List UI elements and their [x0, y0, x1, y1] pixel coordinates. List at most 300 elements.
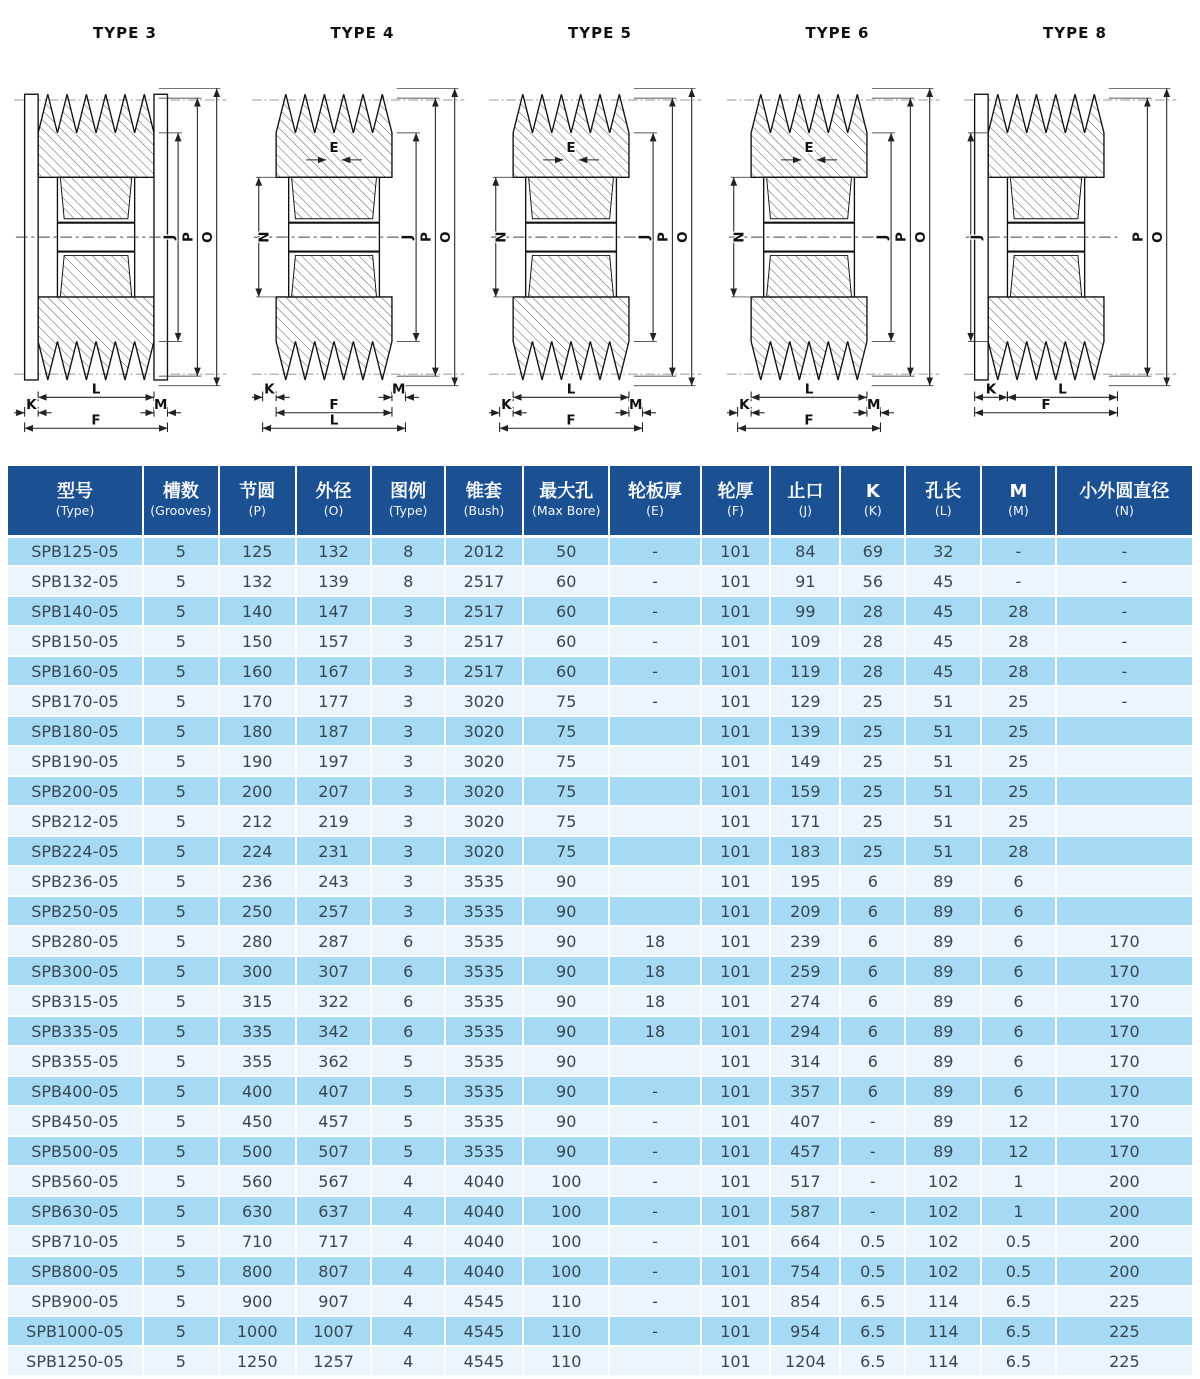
cell: 101: [701, 1346, 771, 1376]
cell: 1204: [770, 1346, 840, 1376]
table-row: [8, 986, 1192, 1016]
cell: 342: [296, 1016, 372, 1046]
cell: 3020: [445, 716, 523, 746]
cell: 101: [701, 686, 771, 716]
cell: 225: [1056, 1346, 1192, 1376]
cell: 89: [905, 1136, 981, 1166]
cell: 5: [143, 656, 219, 686]
cell: 6.5: [840, 1286, 905, 1316]
cell: 101: [701, 1316, 771, 1346]
table-row: [8, 1136, 1192, 1166]
cell: 5: [143, 1016, 219, 1046]
column-header: 槽数 (Grooves): [143, 466, 219, 536]
cell: SPB560-05: [8, 1166, 143, 1196]
cell: 101: [701, 1226, 771, 1256]
cell: 129: [770, 686, 840, 716]
cell: SPB280-05: [8, 926, 143, 956]
cell: -: [981, 566, 1056, 596]
cell: 200: [1056, 1166, 1192, 1196]
cell: 170: [1056, 1016, 1192, 1046]
cell: 25: [840, 806, 905, 836]
cell: -: [609, 536, 700, 566]
cell: 89: [905, 1046, 981, 1076]
cell: 51: [905, 806, 981, 836]
cell: 754: [770, 1256, 840, 1286]
cell: 854: [770, 1286, 840, 1316]
drawing-title: TYPE 4: [330, 24, 395, 42]
cell: 150: [219, 626, 296, 656]
svg-text:O: O: [1149, 231, 1166, 243]
cell: 710: [219, 1226, 296, 1256]
cell: 4: [371, 1166, 444, 1196]
cell: 6: [840, 1016, 905, 1046]
cell: 32: [905, 536, 981, 566]
cell: 75: [523, 836, 609, 866]
cell: 2517: [445, 656, 523, 686]
cell: -: [609, 1256, 700, 1286]
cell: 18: [609, 986, 700, 1016]
cell: 4040: [445, 1256, 523, 1286]
cell: [609, 1346, 700, 1376]
cell: SPB170-05: [8, 686, 143, 716]
pulley-drawing-type8: [958, 44, 1192, 464]
svg-text:F: F: [91, 412, 101, 429]
cell: 4: [371, 1256, 444, 1286]
cell: 664: [770, 1226, 840, 1256]
cell: 5: [143, 956, 219, 986]
cell: 407: [770, 1106, 840, 1136]
cell: 500: [219, 1136, 296, 1166]
cell: 101: [701, 1256, 771, 1286]
cell: 170: [1056, 1046, 1192, 1076]
cell: 140: [219, 596, 296, 626]
cell: 3020: [445, 686, 523, 716]
cell: 25: [840, 716, 905, 746]
svg-text:F: F: [803, 412, 814, 429]
cell: 170: [1056, 1076, 1192, 1106]
cell: 3535: [445, 896, 523, 926]
cell: 200: [219, 776, 296, 806]
cell: [609, 1046, 700, 1076]
cell: 75: [523, 776, 609, 806]
cell: 91: [770, 566, 840, 596]
svg-text:L: L: [329, 412, 338, 429]
cell: 101: [701, 1076, 771, 1106]
cell: 225: [1056, 1286, 1192, 1316]
svg-text:O: O: [912, 231, 929, 243]
cell: SPB250-05: [8, 896, 143, 926]
cell: -: [840, 1136, 905, 1166]
cell: 89: [905, 1106, 981, 1136]
cell: 5: [143, 1346, 219, 1376]
cell: 6: [981, 866, 1056, 896]
pulley-drawing-type5: [483, 44, 717, 464]
cell: 900: [219, 1286, 296, 1316]
cell: 6: [981, 1046, 1056, 1076]
cell: 50: [523, 536, 609, 566]
pulley-figure-type8: [958, 0, 1192, 466]
cell: 102: [905, 1166, 981, 1196]
column-header: K (K): [840, 466, 905, 536]
cell: 25: [840, 746, 905, 776]
table-row: [8, 866, 1192, 896]
cell: 200: [1056, 1196, 1192, 1226]
cell: 69: [840, 536, 905, 566]
cell: -: [609, 686, 700, 716]
cell: -: [609, 566, 700, 596]
cell: 60: [523, 626, 609, 656]
cell: 207: [296, 776, 372, 806]
cell: 6: [981, 1076, 1056, 1106]
cell: 6: [981, 986, 1056, 1016]
cell: 147: [296, 596, 372, 626]
cell: 5: [143, 686, 219, 716]
cell: -: [1056, 686, 1192, 716]
cell: 1: [981, 1166, 1056, 1196]
svg-text:K: K: [26, 396, 37, 413]
table-row: [8, 656, 1192, 686]
spec-table: [8, 466, 1192, 1377]
pulley-figure-type6: [721, 0, 955, 466]
cell: 280: [219, 926, 296, 956]
cell: SPB150-05: [8, 626, 143, 656]
table-row: [8, 1286, 1192, 1316]
cell: 3: [371, 866, 444, 896]
cell: 637: [296, 1196, 372, 1226]
cell: 5: [371, 1106, 444, 1136]
cell: 89: [905, 866, 981, 896]
cell: 5: [143, 536, 219, 566]
cell: 102: [905, 1226, 981, 1256]
cell: 200: [1056, 1226, 1192, 1256]
cell: 3: [371, 656, 444, 686]
svg-text:L: L: [566, 381, 576, 398]
cell: SPB224-05: [8, 836, 143, 866]
cell: 5: [143, 1226, 219, 1256]
cell: -: [609, 1226, 700, 1256]
cell: 4: [371, 1316, 444, 1346]
cell: 5: [143, 1046, 219, 1076]
cell: 6: [840, 926, 905, 956]
svg-text:L: L: [1058, 381, 1067, 398]
cell: 5: [143, 566, 219, 596]
cell: 219: [296, 806, 372, 836]
cell: 25: [981, 686, 1056, 716]
cell: 167: [296, 656, 372, 686]
cell: 6: [981, 956, 1056, 986]
svg-text:E: E: [328, 140, 339, 157]
cell: 101: [701, 746, 771, 776]
cell: 4: [371, 1226, 444, 1256]
cell: 6: [840, 986, 905, 1016]
cell: 717: [296, 1226, 372, 1256]
cell: SPB630-05: [8, 1196, 143, 1226]
column-header: 轮厚 (F): [701, 466, 771, 536]
cell: [609, 806, 700, 836]
header-row: [8, 466, 1192, 536]
cell: 100: [523, 1166, 609, 1196]
cell: 51: [905, 776, 981, 806]
cell: 119: [770, 656, 840, 686]
cell: 0.5: [840, 1256, 905, 1286]
pulley-drawing: [252, 44, 474, 464]
cell: 407: [296, 1076, 372, 1106]
cell: 6: [371, 926, 444, 956]
cell: 75: [523, 806, 609, 836]
column-header: 节圆 (P): [219, 466, 296, 536]
cell: 90: [523, 956, 609, 986]
cell: 5: [143, 626, 219, 656]
cell: 6: [840, 1076, 905, 1106]
svg-text:P: P: [655, 232, 672, 243]
drawing-title: TYPE 5: [568, 24, 632, 42]
cell: 274: [770, 986, 840, 1016]
cell: [609, 836, 700, 866]
cell: 6.5: [981, 1286, 1056, 1316]
cell: 51: [905, 716, 981, 746]
cell: 101: [701, 926, 771, 956]
cell: 89: [905, 1016, 981, 1046]
cell: [1056, 836, 1192, 866]
cell: 18: [609, 956, 700, 986]
table-row: [8, 836, 1192, 866]
svg-text:K: K: [501, 396, 512, 413]
cell: 28: [981, 656, 1056, 686]
svg-text:O: O: [674, 231, 691, 243]
cell: 170: [1056, 956, 1192, 986]
cell: 357: [770, 1076, 840, 1106]
svg-text:J: J: [968, 234, 985, 240]
cell: 5: [143, 1106, 219, 1136]
cell: 287: [296, 926, 372, 956]
cell: 101: [701, 896, 771, 926]
cell: 2517: [445, 566, 523, 596]
cell: 5: [143, 896, 219, 926]
cell: 231: [296, 836, 372, 866]
cell: 132: [219, 566, 296, 596]
cell: 1: [981, 1196, 1056, 1226]
cell: 101: [701, 536, 771, 566]
cell: 197: [296, 746, 372, 776]
cell: 110: [523, 1346, 609, 1376]
cell: 6: [371, 956, 444, 986]
cell: 307: [296, 956, 372, 986]
cell: 800: [219, 1256, 296, 1286]
cell: 3: [371, 746, 444, 776]
cell: 3: [371, 596, 444, 626]
pulley-drawing: [727, 44, 949, 464]
cell: -: [1056, 566, 1192, 596]
cell: 51: [905, 686, 981, 716]
cell: 239: [770, 926, 840, 956]
cell: SPB132-05: [8, 566, 143, 596]
cell: 90: [523, 986, 609, 1016]
cell: 5: [143, 1256, 219, 1286]
cell: [1056, 776, 1192, 806]
pulley-drawing: [489, 44, 711, 464]
cell: 322: [296, 986, 372, 1016]
cell: 89: [905, 926, 981, 956]
svg-text:P: P: [180, 232, 197, 243]
cell: 3535: [445, 1076, 523, 1106]
cell: 630: [219, 1196, 296, 1226]
cell: 195: [770, 866, 840, 896]
cell: 4040: [445, 1226, 523, 1256]
cell: -: [609, 656, 700, 686]
spec-table-body: [8, 536, 1192, 1376]
table-row: [8, 1316, 1192, 1346]
cell: 89: [905, 896, 981, 926]
cell: 6.5: [840, 1346, 905, 1376]
cell: 5: [143, 866, 219, 896]
cell: 114: [905, 1346, 981, 1376]
column-header: M (M): [981, 466, 1056, 536]
cell: 100: [523, 1196, 609, 1226]
svg-text:F: F: [328, 396, 339, 413]
svg-text:M: M: [866, 396, 880, 413]
table-row: [8, 596, 1192, 626]
cell: 4545: [445, 1286, 523, 1316]
cell: 259: [770, 956, 840, 986]
cell: SPB140-05: [8, 596, 143, 626]
cell: 101: [701, 626, 771, 656]
cell: 60: [523, 566, 609, 596]
table-row: [8, 566, 1192, 596]
cell: 75: [523, 716, 609, 746]
cell: 4: [371, 1286, 444, 1316]
cell: SPB212-05: [8, 806, 143, 836]
table-row: [8, 1226, 1192, 1256]
cell: 101: [701, 776, 771, 806]
table-row: [8, 896, 1192, 926]
cell: 294: [770, 1016, 840, 1046]
cell: -: [609, 1076, 700, 1106]
cell: 3020: [445, 836, 523, 866]
cell: 171: [770, 806, 840, 836]
cell: 4545: [445, 1316, 523, 1346]
pulley-figure-type4: [246, 0, 480, 466]
cell: 400: [219, 1076, 296, 1106]
cell: 114: [905, 1316, 981, 1346]
cell: 102: [905, 1256, 981, 1286]
cell: 954: [770, 1316, 840, 1346]
cell: 75: [523, 686, 609, 716]
cell: 517: [770, 1166, 840, 1196]
cell: 457: [770, 1136, 840, 1166]
cell: 101: [701, 956, 771, 986]
cell: 28: [981, 836, 1056, 866]
cell: 507: [296, 1136, 372, 1166]
cell: 5: [143, 836, 219, 866]
cell: 101: [701, 1106, 771, 1136]
cell: 5: [143, 746, 219, 776]
cell: SPB236-05: [8, 866, 143, 896]
table-row: [8, 746, 1192, 776]
cell: 5: [143, 1316, 219, 1346]
cell: 157: [296, 626, 372, 656]
cell: 5: [371, 1136, 444, 1166]
table-row: [8, 1016, 1192, 1046]
svg-text:N: N: [255, 231, 272, 243]
cell: SPB160-05: [8, 656, 143, 686]
table-row: [8, 1196, 1192, 1226]
svg-text:O: O: [437, 231, 454, 243]
cell: SPB1250-05: [8, 1346, 143, 1376]
cell: 1007: [296, 1316, 372, 1346]
cell: 4: [371, 1346, 444, 1376]
cell: 160: [219, 656, 296, 686]
cell: 89: [905, 956, 981, 986]
cell: 5: [371, 1046, 444, 1076]
cell: SPB355-05: [8, 1046, 143, 1076]
cell: 99: [770, 596, 840, 626]
cell: 5: [143, 1196, 219, 1226]
cell: 109: [770, 626, 840, 656]
cell: 3535: [445, 1046, 523, 1076]
cell: 4: [371, 1196, 444, 1226]
cell: 3535: [445, 956, 523, 986]
table-row: [8, 926, 1192, 956]
cell: 5: [143, 776, 219, 806]
cell: 4545: [445, 1346, 523, 1376]
svg-text:P: P: [893, 232, 910, 243]
cell: 101: [701, 1016, 771, 1046]
svg-text:N: N: [730, 231, 747, 243]
column-header: 孔长 (L): [905, 466, 981, 536]
cell: 0.5: [840, 1226, 905, 1256]
cell: 132: [296, 536, 372, 566]
cell: -: [609, 1196, 700, 1226]
table-row: [8, 1166, 1192, 1196]
cell: 101: [701, 716, 771, 746]
cell: 90: [523, 1076, 609, 1106]
cell: 25: [981, 776, 1056, 806]
svg-text:E: E: [803, 140, 814, 157]
cell: 18: [609, 1016, 700, 1046]
cell: -: [1056, 596, 1192, 626]
cell: -: [609, 1136, 700, 1166]
drawing-title: TYPE 6: [805, 24, 870, 42]
cell: SPB335-05: [8, 1016, 143, 1046]
drawing-title: TYPE 8: [1043, 24, 1107, 42]
cell: 170: [1056, 1136, 1192, 1166]
svg-text:M: M: [153, 396, 168, 413]
cell: 3: [371, 896, 444, 926]
cell: 187: [296, 716, 372, 746]
cell: 25: [840, 776, 905, 806]
cell: 101: [701, 866, 771, 896]
cell: 170: [1056, 1106, 1192, 1136]
cell: 51: [905, 836, 981, 866]
svg-text:L: L: [804, 381, 813, 398]
cell: 6: [981, 896, 1056, 926]
cell: 56: [840, 566, 905, 596]
cell: SPB800-05: [8, 1256, 143, 1286]
cell: 90: [523, 866, 609, 896]
cell: [1056, 806, 1192, 836]
cell: 907: [296, 1286, 372, 1316]
drawing-title: TYPE 3: [93, 24, 157, 42]
cell: 1250: [219, 1346, 296, 1376]
svg-text:K: K: [985, 381, 997, 398]
cell: 3: [371, 836, 444, 866]
svg-text:K: K: [263, 381, 275, 398]
cell: 6.5: [981, 1316, 1056, 1346]
cell: 100: [523, 1256, 609, 1286]
cell: 139: [770, 716, 840, 746]
cell: 170: [219, 686, 296, 716]
cell: 4040: [445, 1196, 523, 1226]
